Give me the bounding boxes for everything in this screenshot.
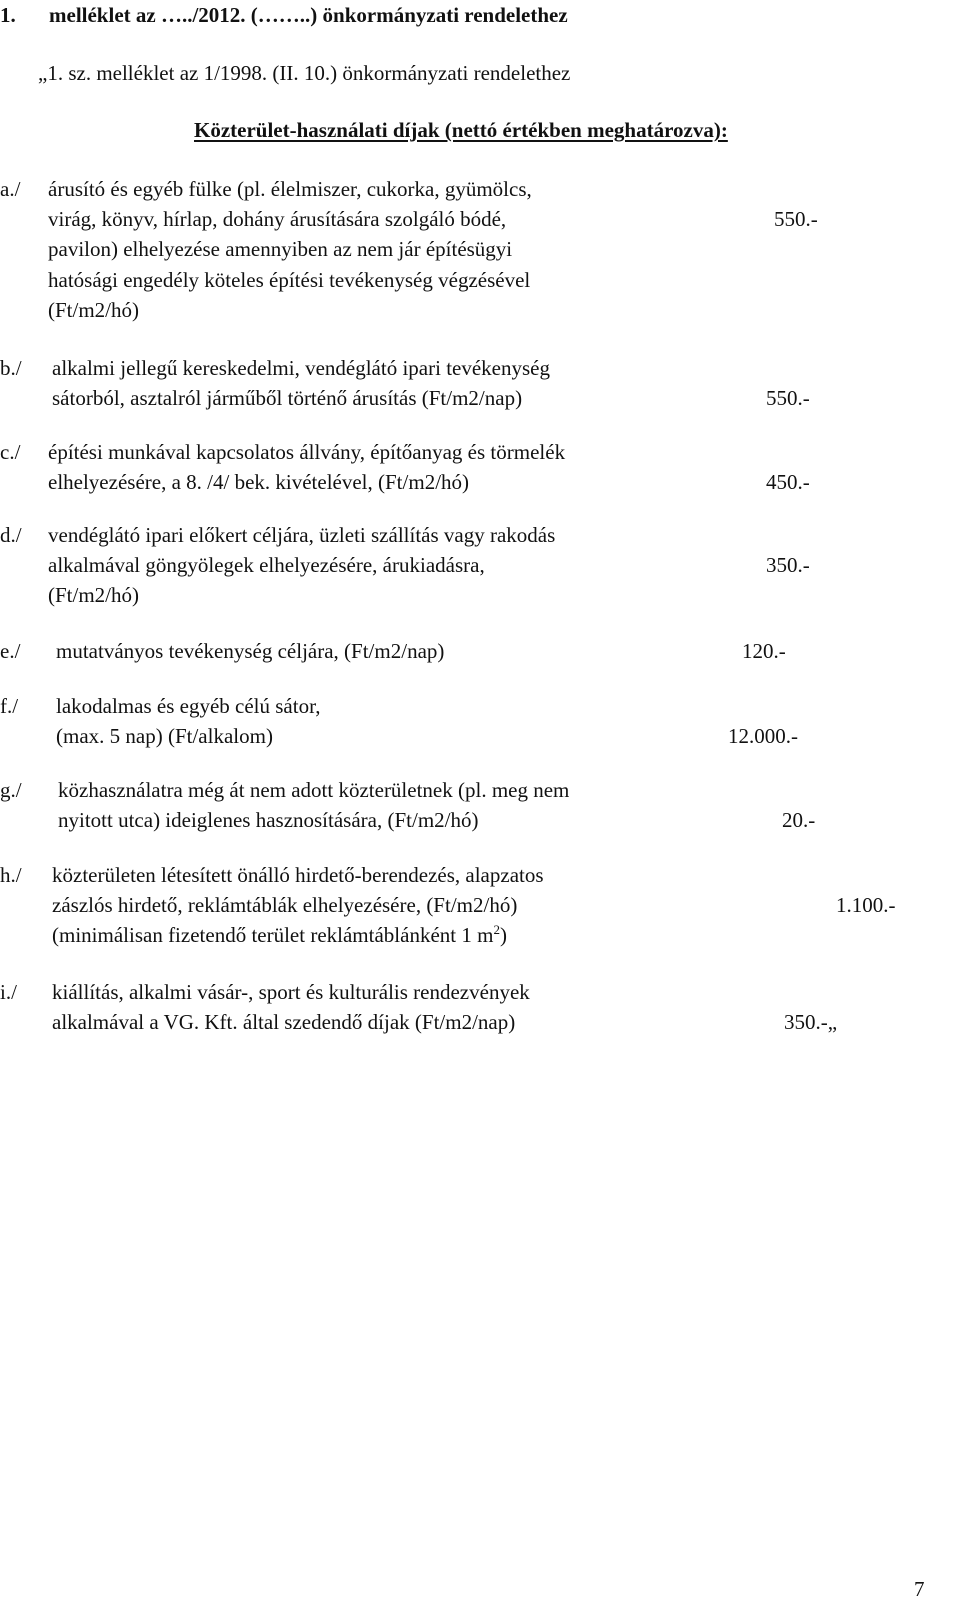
item-text-line: hatósági engedély köteles építési tevékenység végzésével xyxy=(48,268,531,292)
item-text-line: zászlós hirdető, reklámtáblák elhelyezésére, (Ft/m2/hó) xyxy=(52,893,518,917)
item-text-line: mutatványos tevékenység céljára, (Ft/m2/nap) xyxy=(56,639,445,663)
item-label: b./ xyxy=(0,356,22,380)
header-title-line: melléklet az …../2012. (……..) önkormányzati rendelethez xyxy=(49,3,568,27)
item-text-line: virág, könyv, hírlap, dohány árusítására szolgáló bódé, xyxy=(48,207,507,231)
item-price: 120.- xyxy=(742,639,786,663)
item-price: 1.100.- xyxy=(836,893,896,917)
item-text-line: közhasználatra még át nem adott közterületnek (pl. meg nem xyxy=(58,778,570,802)
item-text-line: sátorból, asztalról járműből történő árusítás (Ft/m2/nap) xyxy=(52,386,523,410)
header-line-1 xyxy=(0,2,568,28)
item-text-line-with-superscript xyxy=(52,922,507,948)
item-label: f./ xyxy=(0,694,19,718)
page-number: 7 xyxy=(914,1577,925,1601)
item-text-line: vendéglátó ipari előkert céljára, üzleti szállítás vagy rakodás xyxy=(48,523,556,547)
item-text-line: alkalmával göngyölegek elhelyezésére, árukiadásra, xyxy=(48,553,485,577)
item-price: 12.000.- xyxy=(728,724,798,748)
item-text-line: alkalmi jellegű kereskedelmi, vendéglátó ipari tevékenység xyxy=(52,356,550,380)
item-price: 550.- xyxy=(766,386,810,410)
item-label: g./ xyxy=(0,778,22,802)
item-label: e./ xyxy=(0,639,21,663)
page-title: Közterület-használati díjak (nettó értékben meghatározva): xyxy=(194,118,728,142)
item-price: 20.- xyxy=(782,808,816,832)
item-text-line: kiállítás, alkalmi vásár-, sport és kulturális rendezvények xyxy=(52,980,530,1004)
item-text-line: elhelyezésére, a 8. /4/ bek. kivételével, (Ft/m2/hó) xyxy=(48,470,470,494)
line-suffix: ) xyxy=(499,923,507,947)
item-price: 350.- xyxy=(766,553,810,577)
item-text-line: pavilon) elhelyezése amennyiben az nem jár építésügyi xyxy=(48,237,513,261)
item-text-line: építési munkával kapcsolatos állvány, építőanyag és törmelék xyxy=(48,440,566,464)
item-price: 350.-„ xyxy=(784,1010,838,1034)
header-number: 1. xyxy=(0,3,16,27)
item-label: d./ xyxy=(0,523,22,547)
item-text-line: (minimálisan fizetendő terület reklámtáblánként 1 m xyxy=(52,923,494,947)
item-text-line: (Ft/m2/hó) xyxy=(48,583,140,607)
item-text-line: (Ft/m2/hó) xyxy=(48,298,140,322)
item-label: h./ xyxy=(0,863,22,887)
item-label: c./ xyxy=(0,440,21,464)
item-text-line: lakodalmas és egyéb célú sátor, xyxy=(56,694,321,718)
item-price: 450.- xyxy=(766,470,810,494)
item-text-line: nyitott utca) ideiglenes hasznosítására, (Ft/m2/hó) xyxy=(58,808,479,832)
item-text-line: alkalmával a VG. Kft. által szedendő díjak (Ft/m2/nap) xyxy=(52,1010,516,1034)
item-text-line: (max. 5 nap) (Ft/alkalom) xyxy=(56,724,273,748)
item-text-line: árusító és egyéb fülke (pl. élelmiszer, cukorka, gyümölcs, xyxy=(48,177,532,201)
superscript: 2 xyxy=(493,922,500,937)
header-reference-line: „1. sz. melléklet az 1/1998. (II. 10.) önkormányzati rendelethez xyxy=(38,61,571,85)
item-label: i./ xyxy=(0,980,17,1004)
item-price: 550.- xyxy=(774,207,818,231)
item-label: a./ xyxy=(0,177,21,201)
item-text-line: közterületen létesített önálló hirdető-berendezés, alapzatos xyxy=(52,863,544,887)
